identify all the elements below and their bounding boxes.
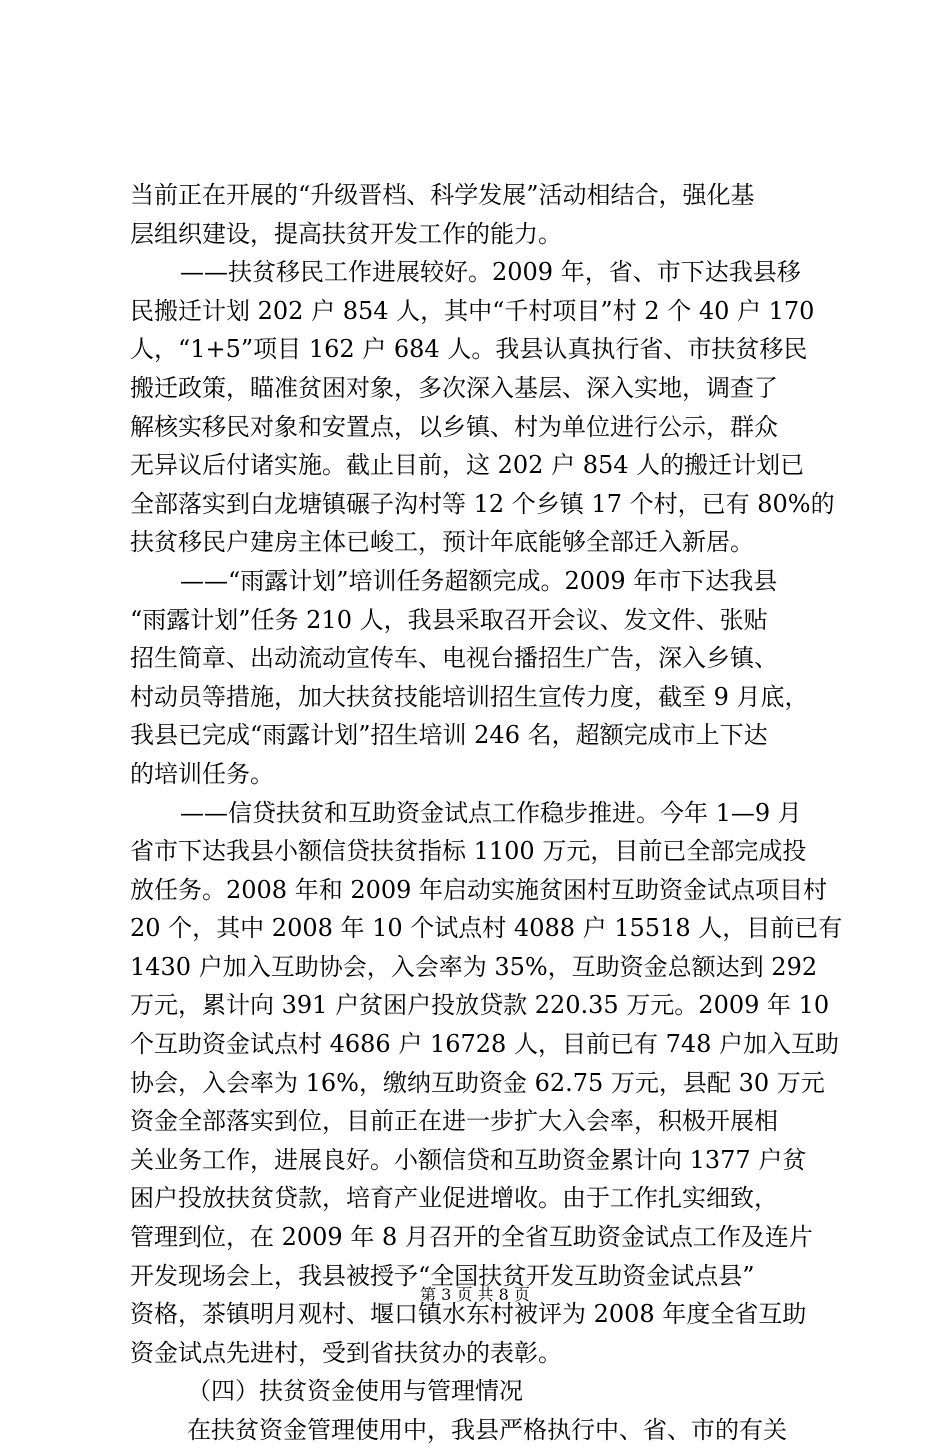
text-line: 关业务工作，进展良好。小额信贷和互助资金累计向 1377 户贫 — [130, 1145, 807, 1174]
paragraph-start-line: ——扶贫移民工作进展较好。2009 年，省、市下达我县移 — [180, 258, 801, 287]
text-line: 困户投放扶贫贷款，培育产业促进增收。由于工作扎实细致， — [130, 1184, 778, 1213]
text-line: 招生简章、出动流动宣传车、电视台播招生广告，深入乡镇、 — [130, 644, 778, 673]
text-line: 协会，入会率为 16%，缴纳互助资金 62.75 万元，县配 30 万元 — [130, 1068, 825, 1097]
text-line: 扶贫移民户建房主体已峻工，预计年底能够全部迁入新居。 — [130, 528, 754, 557]
text-line: 资金全部落实到位，目前正在进一步扩大入会率，积极开展相 — [130, 1107, 778, 1136]
text-line: 个互助资金试点村 4686 户 16728 人，目前已有 748 户加入互助 — [130, 1030, 840, 1059]
text-line: 20 个，其中 2008 年 10 个试点村 4088 户 15518 人，目前已有 — [130, 914, 843, 943]
text-line: 资格，茶镇明月观村、堰口镇水东村被评为 2008 年度全省互助 — [130, 1300, 807, 1329]
page-number-footer: 第 3 页 共 8 页 — [420, 1285, 530, 1304]
text-line: 管理到位，在 2009 年 8 月召开的全省互助资金试点工作及连片 — [130, 1223, 813, 1252]
text-line: “雨露计划”任务 210 人，我县采取召开会议、发文件、张贴 — [130, 605, 768, 634]
text-line: 万元，累计向 391 户贫困户投放贷款 220.35 万元。2009 年 10 — [130, 991, 830, 1020]
section-heading: （四）扶贫资金使用与管理情况 — [187, 1377, 523, 1406]
text-line: 当前正在开展的“升级晋档、科学发展”活动相结合，强化基 — [130, 181, 755, 209]
paragraph-start-line: ——信贷扶贫和互助资金试点工作稳步推进。今年 1—9 月 — [180, 798, 802, 827]
text-line: 解核实移民对象和安置点，以乡镇、村为单位进行公示，群众 — [130, 412, 778, 441]
paragraph-start-line: ——“雨露计划”培训任务超额完成。2009 年市下达我县 — [180, 566, 778, 595]
text-line: 省市下达我县小额信贷扶贫指标 1100 万元，目前已全部完成投 — [130, 837, 807, 866]
text-line: 1430 户加入互助协会，入会率为 35%，互助资金总额达到 292 — [130, 952, 818, 981]
text-line: 人，“1+5”项目 162 户 684 人。我县认真执行省、市扶贫移民 — [130, 335, 808, 364]
text-line: 开发现场会上，我县被授予“全国扶贫开发互助资金试点县” — [130, 1261, 755, 1290]
text-line: 我县已完成“雨露计划”招生培训 246 名，超额完成市上下达 — [130, 721, 768, 750]
text-line: 无异议后付诸实施。截止目前，这 202 户 854 人的搬迁计划已 — [130, 451, 805, 480]
text-line: 村动员等措施，加大扶贫技能培训招生宣传力度，截至 9 月底， — [130, 682, 809, 711]
text-line: 的培训任务。 — [130, 759, 274, 788]
text-line: 放任务。2008 年和 2009 年启动实施贫困村互助资金试点项目村 — [130, 875, 828, 904]
text-line: 资金试点先进村，受到省扶贫办的表彰。 — [130, 1338, 562, 1367]
text-line: 全部落实到白龙塘镇碾子沟村等 12 个乡镇 17 个村，已有 80%的 — [130, 489, 835, 518]
text-line: 民搬迁计划 202 户 854 人，其中“千村项目”村 2 个 40 户 170 — [130, 296, 815, 325]
paragraph-start-line: 在扶贫资金管理使用中，我县严格执行中、省、市的有关 — [187, 1416, 787, 1444]
text-line: 层组织建设，提高扶贫开发工作的能力。 — [130, 219, 562, 248]
text-line: 搬迁政策，瞄准贫困对象，多次深入基层、深入实地，调查了 — [130, 373, 778, 402]
document-body — [130, 176, 843, 1450]
